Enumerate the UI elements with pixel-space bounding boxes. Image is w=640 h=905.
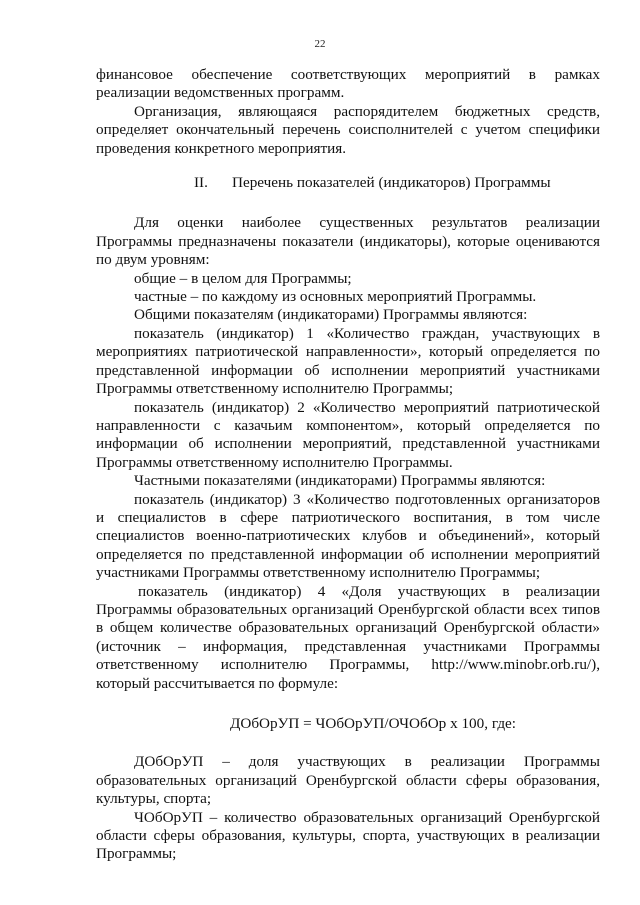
paragraph: показатель (индикатор) 2 «Количество мероприятий патриотической направленности с казачьим компонентом», который определяется по информации об исполнении мероприятий, представленной участниками Программы ответственному исполнителю Программы.	[96, 398, 600, 471]
page-number: 22	[314, 38, 326, 50]
section-heading	[96, 174, 600, 192]
paragraph: Для оценки наиболее существенных результатов реализации Программы предназначены показатели (индикаторы), которые оцениваются по двум уровням:	[96, 214, 600, 269]
paragraph: ДОбОрУП – доля участвующих в реализации Программы образовательных организаций Оренбургской области сферы образования, культуры, спорта;	[96, 753, 600, 808]
paragraph: финансовое обеспечение соответствующих мероприятий в рамках реализации ведомственных программ.	[96, 66, 600, 102]
section-title: Перечень показателей (индикаторов) Программы	[232, 174, 551, 192]
paragraph: Общими показателям (индикаторами) Программы являются:	[134, 306, 528, 324]
section-number: II.	[194, 174, 208, 192]
paragraph: Частными показателями (индикаторами) Программы являются:	[134, 472, 546, 490]
paragraph: показатель (индикатор) 4 «Доля участвующих в реализации Программы образовательных организаций Оренбургской области всех типов в общем количестве образовательных организаций Оренбургской области» (источник – информация, представленная участниками Программы ответственному исполнителю Программы, http://www.minobr.orb.ru/), который рассчитывается по формуле:	[96, 582, 600, 692]
paragraph: Организация, являющаяся распорядителем бюджетных средств, определяет окончательный перечень соисполнителей с учетом специфики проведения конкретного мероприятия.	[96, 102, 600, 157]
list-item: частные – по каждому из основных мероприятий Программы.	[134, 288, 537, 306]
formula: ДОбОрУП = ЧОбОрУП/ОЧОбОр х 100, где:	[230, 715, 517, 732]
list-item: общие – в целом для Программы;	[134, 269, 352, 287]
paragraph: показатель (индикатор) 3 «Количество подготовленных организаторов и специалистов в сфере патриотического воспитания, в том числе специалистов военно-патриотических клубов и объединений», который определяется по представленной информации об исполнении мероприятий участниками Программы ответственному исполнителю Программы;	[96, 490, 600, 582]
paragraph: ЧОбОрУП – количество образовательных организаций Оренбургской области сферы образования, культуры, спорта, участвующих в реализации Программы;	[96, 808, 600, 863]
document-body	[96, 66, 600, 864]
paragraph: показатель (индикатор) 1 «Количество граждан, участвующих в мероприятиях патриотической направленности», который определяется по представленной информации об исполнении мероприятий участниками Программы ответственному исполнителю Программы;	[96, 324, 600, 398]
